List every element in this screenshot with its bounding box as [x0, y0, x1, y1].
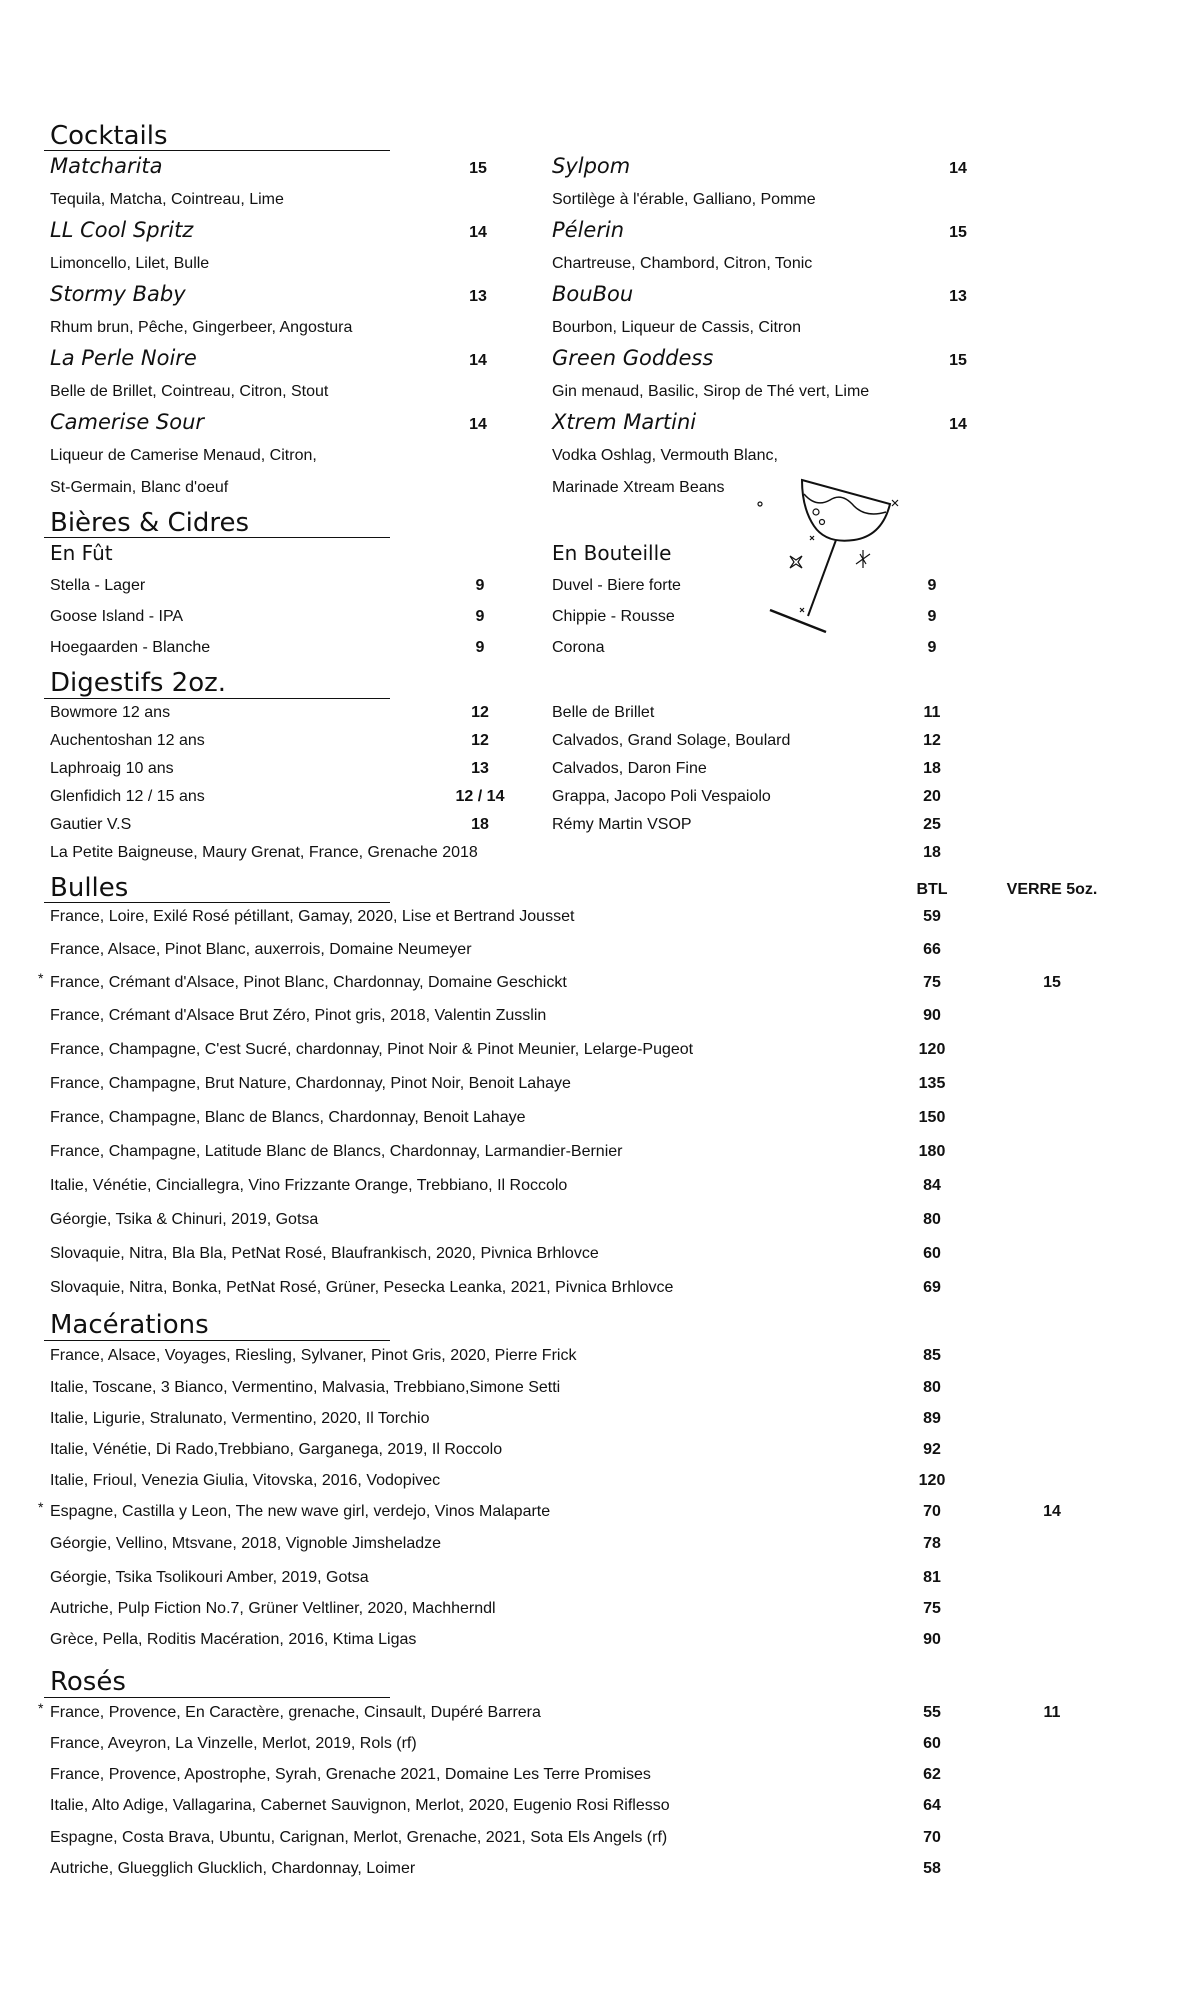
wine-name: Géorgie, Tsika & Chinuri, 2019, Gotsa	[50, 1211, 319, 1228]
section-rule	[44, 1697, 390, 1698]
cocktail-price: 14	[469, 352, 487, 369]
wine-price-btl: 120	[918, 1472, 946, 1489]
wine-name: Italie, Alto Adige, Vallagarina, Cabernet Sauvignon, Merlot, 2020, Eugenio Rosi Riflesso	[50, 1797, 670, 1814]
cocktail-name: Sylpom	[552, 154, 631, 178]
wine-price-btl: 62	[923, 1766, 941, 1783]
cocktail-desc: Chartreuse, Chambord, Citron, Tonic	[552, 255, 813, 272]
digestif-name: Gautier V.S	[50, 816, 132, 833]
cocktail-desc: Marinade Xtream Beans	[552, 479, 725, 496]
cocktail-desc: Liqueur de Camerise Menaud, Citron,	[50, 447, 317, 464]
wine-price-btl: 60	[923, 1735, 941, 1752]
wine-price-glass: 11	[1043, 1704, 1061, 1721]
cocktail-price: 15	[949, 224, 967, 241]
wine-price-btl: 120	[918, 1041, 946, 1058]
wine-name: France, Champagne, Blanc de Blancs, Chardonnay, Benoit Lahaye	[50, 1109, 526, 1126]
wine-price-btl: 58	[923, 1860, 941, 1877]
wine-name: France, Provence, En Caractère, grenache, Cinsault, Dupéré Barrera	[50, 1704, 541, 1721]
digestif-price: 12 / 14	[455, 788, 505, 805]
cocktail-desc: Vodka Oshlag, Vermouth Blanc,	[552, 447, 778, 464]
digestif-name: Grappa, Jacopo Poli Vespaiolo	[552, 788, 771, 805]
wine-name: France, Crémant d'Alsace, Pinot Blanc, Chardonnay, Domaine Geschickt	[50, 974, 567, 991]
digestif-name: Glenfidich 12 / 15 ans	[50, 788, 205, 805]
cocktail-name: Matcharita	[50, 154, 163, 178]
wine-name: France, Aveyron, La Vinzelle, Merlot, 2019, Rols (rf)	[50, 1735, 417, 1752]
wine-price-btl: 60	[923, 1245, 941, 1262]
wine-price-btl: 180	[918, 1143, 946, 1160]
cocktail-price: 14	[949, 160, 967, 177]
wine-name: France, Loire, Exilé Rosé pétillant, Gamay, 2020, Lise et Bertrand Jousset	[50, 908, 575, 925]
wine-price-btl: 81	[923, 1569, 941, 1586]
digestif-price: 18	[923, 760, 941, 777]
wine-price-btl: 75	[923, 974, 941, 991]
cocktail-name: Camerise Sour	[50, 410, 205, 434]
digestif-price: 18	[923, 844, 941, 861]
wine-name: France, Provence, Apostrophe, Syrah, Grenache 2021, Domaine Les Terre Promises	[50, 1766, 651, 1783]
wine-name: Italie, Toscane, 3 Bianco, Vermentino, Malvasia, Trebbiano,Simone Setti	[50, 1379, 561, 1396]
digestif-name: Calvados, Daron Fine	[552, 760, 707, 777]
wine-name: France, Champagne, Latitude Blanc de Blancs, Chardonnay, Larmandier-Bernier	[50, 1143, 623, 1160]
section-title-beers: Bières & Cidres	[50, 508, 250, 538]
cocktail-glass-icon	[750, 478, 900, 638]
wine-price-btl: 69	[923, 1279, 941, 1296]
cocktail-name: Pélerin	[552, 218, 625, 242]
wine-price-btl: 92	[923, 1441, 941, 1458]
subheading-draft: En Fût	[50, 541, 113, 565]
wine-price-btl: 66	[923, 941, 941, 958]
cocktail-price: 14	[949, 416, 967, 433]
cocktail-desc: Gin menaud, Basilic, Sirop de Thé vert, Lime	[552, 383, 870, 400]
cocktail-price: 13	[949, 288, 967, 305]
cocktail-price: 14	[469, 416, 487, 433]
wine-price-btl: 75	[923, 1600, 941, 1617]
cocktail-name: BouBou	[552, 282, 634, 306]
section-title-macerations: Macérations	[50, 1310, 209, 1340]
beer-name: Corona	[552, 639, 605, 656]
subheading-bottle: En Bouteille	[552, 541, 672, 565]
cocktail-name: Green Goddess	[552, 346, 714, 370]
cocktail-price: 15	[949, 352, 967, 369]
featured-star: *	[38, 1700, 44, 1716]
wine-price-btl: 85	[923, 1347, 941, 1364]
beer-price: 9	[927, 608, 937, 625]
section-title-roses: Rosés	[50, 1667, 126, 1697]
wine-name: Géorgie, Vellino, Mtsvane, 2018, Vignoble Jimsheladze	[50, 1535, 442, 1552]
section-title-bulles: Bulles	[50, 873, 129, 903]
cocktail-desc: Limoncello, Lilet, Bulle	[50, 255, 210, 272]
wine-name: France, Alsace, Voyages, Riesling, Sylvaner, Pinot Gris, 2020, Pierre Frick	[50, 1347, 577, 1364]
digestif-price: 12	[471, 732, 489, 749]
digestif-price: 18	[471, 816, 489, 833]
cocktail-price: 14	[469, 224, 487, 241]
wine-name: France, Alsace, Pinot Blanc, auxerrois, Domaine Neumeyer	[50, 941, 472, 958]
featured-star: *	[38, 970, 44, 986]
digestif-name: Bowmore 12 ans	[50, 704, 171, 721]
cocktail-name: Xtrem Martini	[552, 410, 697, 434]
beer-name: Chippie - Rousse	[552, 608, 675, 625]
digestif-price: 20	[923, 788, 941, 805]
wine-name: France, Crémant d'Alsace Brut Zéro, Pinot gris, 2018, Valentin Zusslin	[50, 1007, 547, 1024]
wine-price-btl: 90	[923, 1007, 941, 1024]
wine-name: Autriche, Gluegglich Glucklich, Chardonnay, Loimer	[50, 1860, 416, 1877]
cocktail-desc: Belle de Brillet, Cointreau, Citron, Stout	[50, 383, 329, 400]
column-header-btl: BTL	[916, 881, 948, 898]
digestif-price: 13	[471, 760, 489, 777]
wine-name: Italie, Vénétie, Cinciallegra, Vino Frizzante Orange, Trebbiano, Il Roccolo	[50, 1177, 568, 1194]
wine-name: Slovaquie, Nitra, Bla Bla, PetNat Rosé, Blaufrankisch, 2020, Pivnica Brhlovce	[50, 1245, 599, 1262]
cocktail-desc: Rhum brun, Pêche, Gingerbeer, Angostura	[50, 319, 353, 336]
wine-price-btl: 90	[923, 1631, 941, 1648]
cocktail-name: Stormy Baby	[50, 282, 186, 306]
cocktail-price: 15	[469, 160, 487, 177]
section-rule	[44, 150, 390, 151]
section-title-digestifs: Digestifs 2oz.	[50, 668, 227, 698]
section-rule	[44, 902, 390, 903]
digestif-price: 12	[471, 704, 489, 721]
digestif-price: 25	[923, 816, 941, 833]
digestif-name: Calvados, Grand Solage, Boulard	[552, 732, 791, 749]
wine-price-glass: 14	[1043, 1503, 1061, 1520]
wine-name: France, Champagne, Brut Nature, Chardonnay, Pinot Noir, Benoit Lahaye	[50, 1075, 571, 1092]
digestif-name: Auchentoshan 12 ans	[50, 732, 205, 749]
beer-price: 9	[927, 639, 937, 656]
beer-price: 9	[927, 577, 937, 594]
cocktail-name: LL Cool Spritz	[50, 218, 194, 242]
wine-price-btl: 135	[918, 1075, 946, 1092]
wine-name: Espagne, Castilla y Leon, The new wave girl, verdejo, Vinos Malaparte	[50, 1503, 551, 1520]
wine-price-btl: 80	[923, 1211, 941, 1228]
section-rule	[44, 1340, 390, 1341]
digestif-name: Belle de Brillet	[552, 704, 655, 721]
wine-name: Espagne, Costa Brava, Ubuntu, Carignan, Merlot, Grenache, 2021, Sota Els Angels (rf)	[50, 1829, 668, 1846]
wine-name: Italie, Frioul, Venezia Giulia, Vitovska, 2016, Vodopivec	[50, 1472, 441, 1489]
beer-name: Stella - Lager	[50, 577, 146, 594]
cocktail-price: 13	[469, 288, 487, 305]
digestif-price: 12	[923, 732, 941, 749]
column-header-glass: VERRE 5oz.	[1006, 881, 1098, 898]
wine-name: Autriche, Pulp Fiction No.7, Grüner Veltliner, 2020, Machherndl	[50, 1600, 496, 1617]
beer-name: Goose Island - IPA	[50, 608, 184, 625]
section-rule	[44, 537, 390, 538]
wine-name: Géorgie, Tsika Tsolikouri Amber, 2019, Gotsa	[50, 1569, 369, 1586]
wine-name: Slovaquie, Nitra, Bonka, PetNat Rosé, Grüner, Pesecka Leanka, 2021, Pivnica Brhlovce	[50, 1279, 674, 1296]
wine-price-glass: 15	[1043, 974, 1061, 991]
digestif-name: La Petite Baigneuse, Maury Grenat, France, Grenache 2018	[50, 844, 478, 861]
wine-name: Italie, Vénétie, Di Rado,Trebbiano, Garganega, 2019, Il Roccolo	[50, 1441, 503, 1458]
featured-star: *	[38, 1499, 44, 1515]
wine-name: Italie, Ligurie, Stralunato, Vermentino, 2020, Il Torchio	[50, 1410, 430, 1427]
beer-name: Duvel - Biere forte	[552, 577, 681, 594]
beer-price: 9	[475, 639, 485, 656]
beer-price: 9	[475, 577, 485, 594]
wine-price-btl: 70	[923, 1829, 941, 1846]
wine-price-btl: 89	[923, 1410, 941, 1427]
wine-price-btl: 70	[923, 1503, 941, 1520]
cocktail-name: La Perle Noire	[50, 346, 197, 370]
wine-price-btl: 55	[923, 1704, 941, 1721]
cocktail-desc: St-Germain, Blanc d'oeuf	[50, 479, 229, 496]
wine-price-btl: 80	[923, 1379, 941, 1396]
wine-price-btl: 59	[923, 908, 941, 925]
section-title-cocktails: Cocktails	[50, 121, 168, 151]
wine-price-btl: 84	[923, 1177, 941, 1194]
wine-name: France, Champagne, C'est Sucré, chardonnay, Pinot Noir & Pinot Meunier, Lelarge-Pugeot	[50, 1041, 694, 1058]
cocktail-desc: Sortilège à l'érable, Galliano, Pomme	[552, 191, 816, 208]
wine-price-btl: 64	[923, 1797, 941, 1814]
beer-name: Hoegaarden - Blanche	[50, 639, 211, 656]
cocktail-desc: Bourbon, Liqueur de Cassis, Citron	[552, 319, 802, 336]
digestif-name: Laphroaig 10 ans	[50, 760, 174, 777]
beer-price: 9	[475, 608, 485, 625]
wine-name: Grèce, Pella, Roditis Macération, 2016, Ktima Ligas	[50, 1631, 417, 1648]
cocktail-desc: Tequila, Matcha, Cointreau, Lime	[50, 191, 284, 208]
digestif-price: 11	[923, 704, 941, 721]
digestif-name: Rémy Martin VSOP	[552, 816, 692, 833]
wine-price-btl: 78	[923, 1535, 941, 1552]
section-rule	[44, 698, 390, 699]
wine-price-btl: 150	[918, 1109, 946, 1126]
